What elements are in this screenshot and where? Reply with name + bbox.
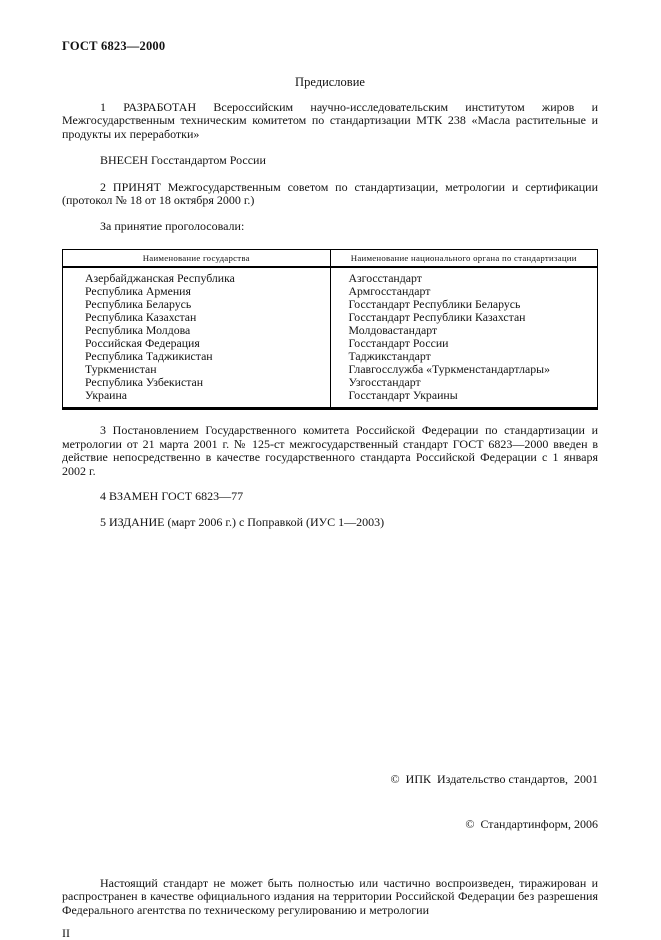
state-cell: Республика Таджикистан xyxy=(63,350,331,363)
state-cell: Республика Беларусь xyxy=(63,298,331,311)
page-number: II xyxy=(62,926,70,940)
reproduction-notice: Настоящий стандарт не может быть полностью или частично воспроизведен, тиражирован и распространен в качестве официального издания на территории Российской Федерации без разрешения Федерального агентства по техническому регулированию и метрологии xyxy=(62,875,598,917)
doc-code: ГОСТ 6823—2000 xyxy=(62,39,166,53)
paragraph-edition: 5 ИЗДАНИЕ (март 2006 г.) с Поправкой (ИУС 1—2003) xyxy=(100,515,385,530)
state-cell: Республика Узбекистан xyxy=(63,376,331,389)
column-header-state: Наименование государства xyxy=(63,249,331,267)
vote-intro: За принятие проголосовали: xyxy=(100,219,245,234)
page-heading: Предисловие xyxy=(295,75,365,89)
org-cell: Главгосслужба «Туркменстандартлары» xyxy=(348,362,550,377)
copyright-line-1: © ИПК Издательство стандартов, 2001 xyxy=(390,771,598,786)
paragraph-replaces: 4 ВЗАМЕН ГОСТ 6823—77 xyxy=(100,488,244,503)
vote-table-header-row xyxy=(63,249,598,267)
table-row xyxy=(63,389,598,409)
org-cell: Армгосстандарт xyxy=(348,284,431,299)
table-row xyxy=(63,267,598,285)
state-cell: Украина xyxy=(63,389,331,409)
org-cell: Госстандарт Республики Казахстан xyxy=(348,310,526,325)
paragraph-submitted: ВНЕСЕН Госстандартом России xyxy=(100,153,266,168)
paragraph-adopted: 2 ПРИНЯТ Межгосударственным советом по стандартизации, метрологии и сертификации (протокол № 18 от 18 октября 2000 г.) xyxy=(62,179,598,208)
org-cell: Госстандарт Украины xyxy=(348,388,458,403)
paragraph-enactment: 3 Постановлением Государственного комитета Российской Федерации по стандартизации и метрологии от 21 марта 2001 г. № 125-ст межгосударственный стандарт ГОСТ 6823—2000 введен в действие непосредственно в качестве государственного стандарта Российской Федерации с 1 января 2002 г. xyxy=(62,423,598,478)
vote-table xyxy=(62,249,598,411)
table-row xyxy=(63,376,598,389)
state-cell: Туркменистан xyxy=(63,363,331,376)
org-cell: Узгосстандарт xyxy=(348,375,421,390)
org-cell: Таджикстандарт xyxy=(348,349,431,364)
state-cell: Российская Федерация xyxy=(63,337,331,350)
copyright-block xyxy=(62,742,598,862)
org-cell: Азгосстандарт xyxy=(348,271,422,286)
state-cell: Республика Армения xyxy=(63,285,331,298)
copyright-line-2: © Стандартинформ, 2006 xyxy=(465,816,598,831)
state-cell: Республика Молдова xyxy=(63,324,331,337)
org-cell: Молдовастандарт xyxy=(348,323,438,338)
org-cell: Госстандарт России xyxy=(348,336,449,351)
state-cell: Республика Казахстан xyxy=(63,311,331,324)
org-cell: Госстандарт Республики Беларусь xyxy=(348,297,521,312)
state-cell: Азербайджанская Республика xyxy=(63,267,331,285)
paragraph-developed: 1 РАЗРАБОТАН Всероссийским научно-исследовательским институтом жиров и Межгосударственным техническим комитетом по стандартизации МТК 238 «Масла растительные и продукты их переработки» xyxy=(62,100,598,141)
column-header-org: Наименование национального органа по стандартизации xyxy=(330,249,598,267)
